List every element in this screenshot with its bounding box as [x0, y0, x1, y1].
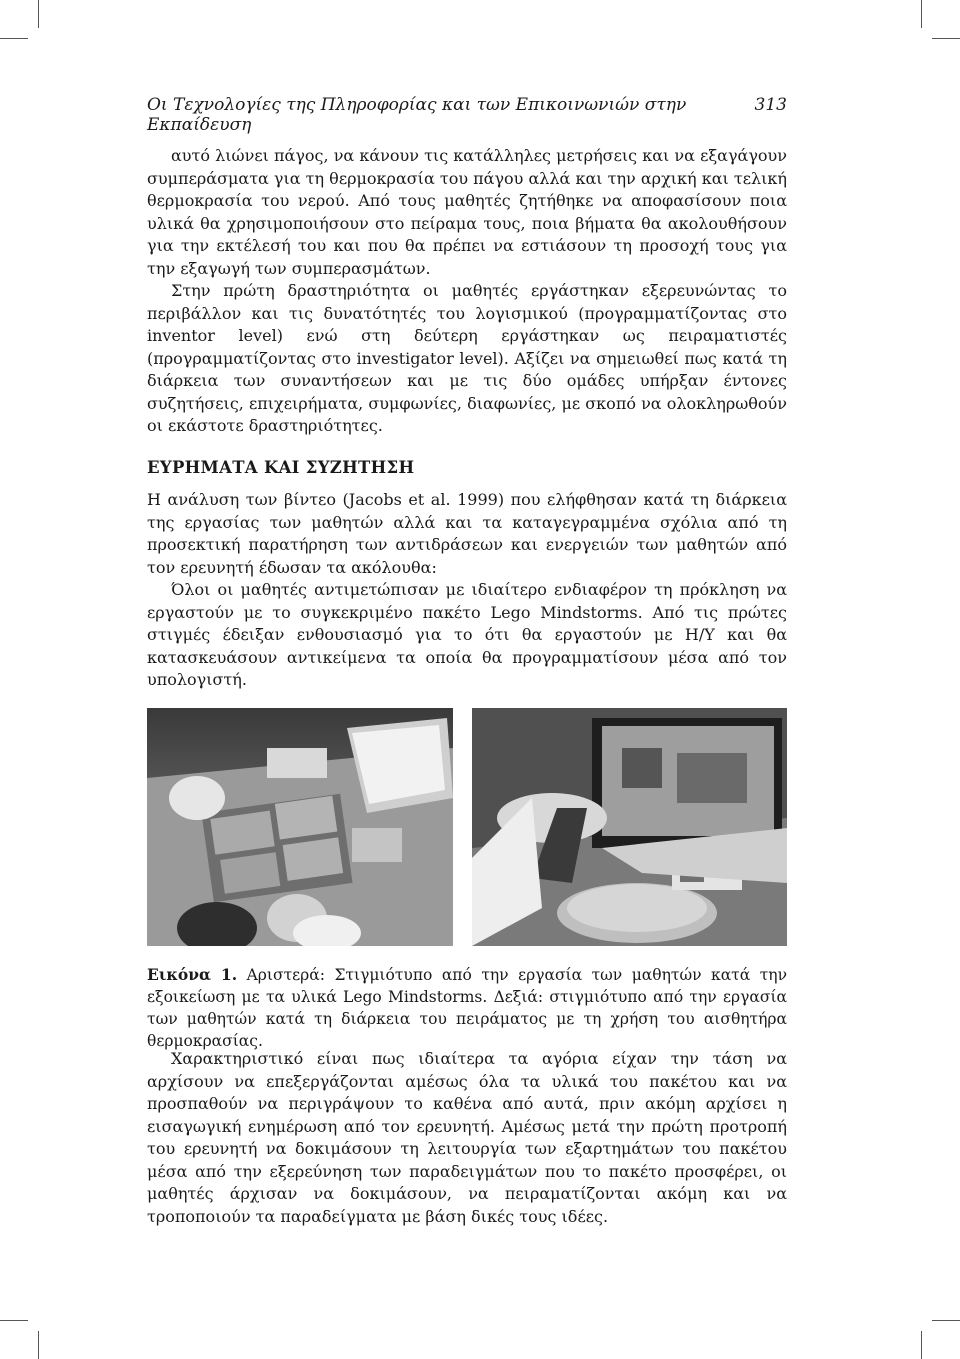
section-observations: [147, 1048, 787, 1228]
paragraph-findings-2: Όλοι οι μαθητές αντιμετώπισαν με ιδιαίτερο ενδιαφέρον τη πρόκληση να εργαστούν με το συγκεκριμένο πακέτο Lego Mindstorms. Από τις πρώτες στιγμές έδειξαν ενθουσιασμό για το ότι θα εργαστούν με Η/Υ και θα κατασκευάσουν αντικείμενα τα οποία θα προγραμματίσουν μέσα από τον υπολογιστή.: [147, 580, 787, 689]
crop-mark-bottom-left-h: [0, 1320, 28, 1321]
figure-caption: [147, 964, 787, 1052]
crop-mark-top-left-h: [0, 38, 28, 39]
photo-right-illustration: [472, 708, 787, 946]
page-number: 313: [754, 95, 787, 115]
figure-caption-label: Εικόνα 1.: [147, 965, 238, 984]
crop-mark-bottom-left-v: [38, 1331, 39, 1359]
photo-left-illustration: [147, 708, 453, 946]
running-header: [147, 95, 787, 135]
section-heading: ΕΥΡΗΜΑΤΑ ΚΑΙ ΣΥΖΗΤΗΣΗ: [147, 458, 415, 477]
figure-photo-right: [472, 708, 787, 946]
paragraph-findings-1: Η ανάλυση των βίντεο (Jacobs et al. 1999) που ελήφθησαν κατά τη διάρκεια της εργασίας των μαθητών αλλά και τα καταγεγραμμένα σχόλια από τη προσεκτική παρατήρηση των αντιδράσεων και ενεργειών των μαθητών από τον ερευνητή έδωσαν τα ακόλουθα:: [147, 490, 787, 577]
figure-photo-left: [147, 708, 453, 946]
section-intro: [147, 145, 787, 438]
figure-caption-text: Αριστερά: Στιγμιότυπο από την εργασία των μαθητών κατά την εξοικείωση με τα υλικά Lego Mindstorms. Δεξιά: στιγμιότυπο από την εργασία των μαθητών κατά τη διάρκεια του πειράματος με τη χρήση του αισθητήρα θερμοκρασίας.: [147, 966, 787, 1050]
paragraph-intro-2: Στην πρώτη δραστηριότητα οι μαθητές εργάστηκαν εξερευνώντας το περιβάλλον και τις δυνατότητές του λογισμικού (προγραμματίζοντας στο inventor level) ενώ στη δεύτερη εργάστηκαν ως πειραματιστές (προγραμματίζοντας στο investigator level). Αξίζει να σημειωθεί πως κατά τη διάρκεια των συναντήσεων και με τις δύο ομάδες υπήρξαν έντονες συζητήσεις, επιχειρήματα, συμφωνίες, διαφωνίες, με σκοπό να ολοκληρωθούν οι εκάστοτε δραστηριότητες.: [147, 281, 787, 435]
crop-mark-top-left-v: [38, 0, 39, 28]
crop-mark-top-right-h: [932, 38, 960, 39]
crop-mark-bottom-right-v: [921, 1331, 922, 1359]
crop-mark-bottom-right-h: [932, 1320, 960, 1321]
running-header-title: Οι Τεχνολογίες της Πληροφορίας και των Επικοινωνιών στην Εκπαίδευση: [147, 95, 687, 135]
crop-mark-top-right-v: [921, 0, 922, 28]
paragraph-observations-1: Χαρακτηριστικό είναι πως ιδιαίτερα τα αγόρια είχαν την τάση να αρχίσουν να επεξεργάζονται αμέσως όλα τα υλικά του πακέτου και να προσπαθούν να περιγράψουν το καθένα από αυτά, πριν ακόμη αρχίσει η εισαγωγική ενημέρωση από τον ερευνητή. Αμέσως μετά την πρώτη προτροπή του ερευνητή να δοκιμάσουν τη λειτουργία των εξαρτημάτων του πακέτου μέσα από την εξερεύνηση των παραδειγμάτων που το πακέτο προσφέρει, οι μαθητές άρχισαν να δοκιμάσουν, να πειραματίζονται ακόμη και να τροποποιούν τα παραδείγματα με βάση δικές τους ιδέες.: [147, 1049, 787, 1226]
paragraph-intro-1: αυτό λιώνει πάγος, να κάνουν τις κατάλληλες μετρήσεις και να εξαγάγουν συμπεράσματα για τη θερμοκρασία του πάγου αλλά και την αρχική και τελική θερμοκρασία του νερού. Από τους μαθητές ζητήθηκε να αποφασίσουν ποια υλικά θα χρησιμοποιήσουν στο πείραμα τους, ποια βήματα θα ακολουθήσουν για την εκτέλεσή του και που θα πρέπει να εστιάσουν τη προσοχή τους για την εξαγωγή των συμπερασμάτων.: [147, 146, 788, 278]
section-findings: [147, 489, 787, 692]
